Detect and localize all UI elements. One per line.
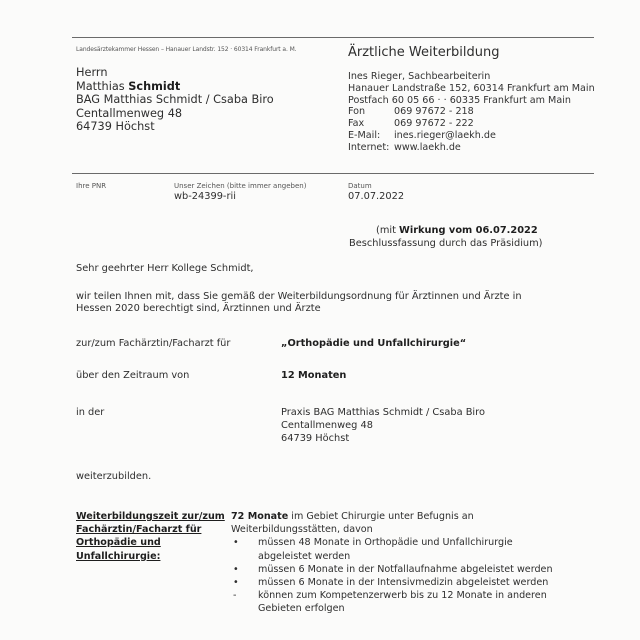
sender-return-address: Landesärztekammer Hessen – Hanauer Landstr. 152 · 60314 Frankfurt a. M.: [76, 46, 297, 53]
header-top-rule: [72, 37, 594, 38]
specialty-value: „Orthopädie und Unfallchirurgie“: [281, 338, 467, 349]
location-street: Centallmenweg 48: [281, 420, 373, 431]
training-lead: 72 Monate im Gebiet Chirurgie unter Befugnis an Weiterbildungsstätten, davon: [231, 511, 474, 536]
contact-email: E-Mail: ines.rieger@laekh.de: [348, 129, 496, 141]
intro-line-2: Hessen 2020 berechtigt sind, Ärztinnen und Ärzte: [76, 303, 321, 314]
dash-icon: -: [233, 590, 237, 602]
closing-text: weiterzubilden.: [76, 471, 152, 482]
contact-phone: Fon 069 97672 - 218: [348, 106, 474, 118]
contact-address: Hanauer Landstraße 152, 60314 Frankfurt am Main: [348, 82, 595, 94]
recipient-street: Centallmenweg 48: [76, 106, 183, 120]
training-item: • müssen 48 Monate in Orthopädie und Unfallchirurgie abgeleistet werden: [233, 537, 513, 562]
training-details: [231, 510, 561, 616]
bullet-icon: •: [233, 577, 239, 589]
recipient-city: 64739 Höchst: [76, 120, 155, 134]
bullet-icon: •: [233, 563, 239, 575]
intro-line-1: wir teilen Ihnen mit, dass Sie gemäß der Weiterbildungsordnung für Ärztinnen und Ärzte in: [76, 291, 522, 302]
effective-date-note: (mit Wirkung vom 06.07.2022: [376, 225, 538, 236]
training-item: • müssen 6 Monate in der Intensivmedizin abgeleistet werden: [233, 577, 549, 589]
website-link[interactable]: www.laekh.de: [394, 141, 461, 153]
specialty-label: zur/zum Fachärztin/Facharzt für: [76, 338, 231, 349]
department-title: Ärztliche Weiterbildung: [348, 45, 500, 60]
recipient-practice: BAG Matthias Schmidt / Csaba Biro: [76, 93, 274, 107]
training-heading: Weiterbildungszeit zur/zum Fachärztin/Facharzt für Orthopädie und Unfallchirurgie:: [76, 511, 225, 562]
period-value: 12 Monaten: [281, 370, 347, 381]
location-value: [281, 406, 485, 445]
location-practice: Praxis BAG Matthias Schmidt / Csaba Biro: [281, 407, 485, 418]
our-reference-value: wb-24399-rii: [174, 191, 236, 202]
contact-fax: Fax 069 97672 - 222: [348, 118, 474, 130]
reference-rule: [72, 173, 594, 174]
date-value: 07.07.2022: [348, 191, 405, 202]
resolution-note: Beschlussfassung durch das Präsidium): [349, 238, 543, 249]
contact-postbox: Postfach 60 05 66 · · 60335 Frankfurt am Main: [348, 94, 571, 106]
contact-name: Ines Rieger, Sachbearbeiterin: [348, 71, 491, 82]
recipient-address: [76, 66, 274, 134]
location-city: 64739 Höchst: [281, 433, 350, 444]
bullet-icon: •: [233, 537, 239, 549]
email-link[interactable]: ines.rieger@laekh.de: [394, 129, 496, 141]
period-label: über den Zeitraum von: [76, 370, 190, 381]
training-item: - können zum Kompetenzerwerb bis zu 12 Monate in anderen Gebieten erfolgen: [233, 590, 547, 615]
location-label: in der: [76, 407, 105, 418]
our-reference-label: Unser Zeichen (bitte immer angeben): [174, 182, 307, 190]
pnr-label: Ihre PNR: [76, 182, 107, 190]
date-label: Datum: [348, 182, 372, 190]
recipient-name: Matthias Schmidt: [76, 79, 181, 93]
contact-internet: Internet: www.laekh.de: [348, 141, 461, 153]
training-item: • müssen 6 Monate in der Notfallaufnahme abgeleistet werden: [233, 563, 553, 575]
greeting: Sehr geehrter Herr Kollege Schmidt,: [76, 263, 254, 274]
recipient-salutation: Herrn: [76, 66, 108, 79]
contact-block: [348, 71, 595, 154]
